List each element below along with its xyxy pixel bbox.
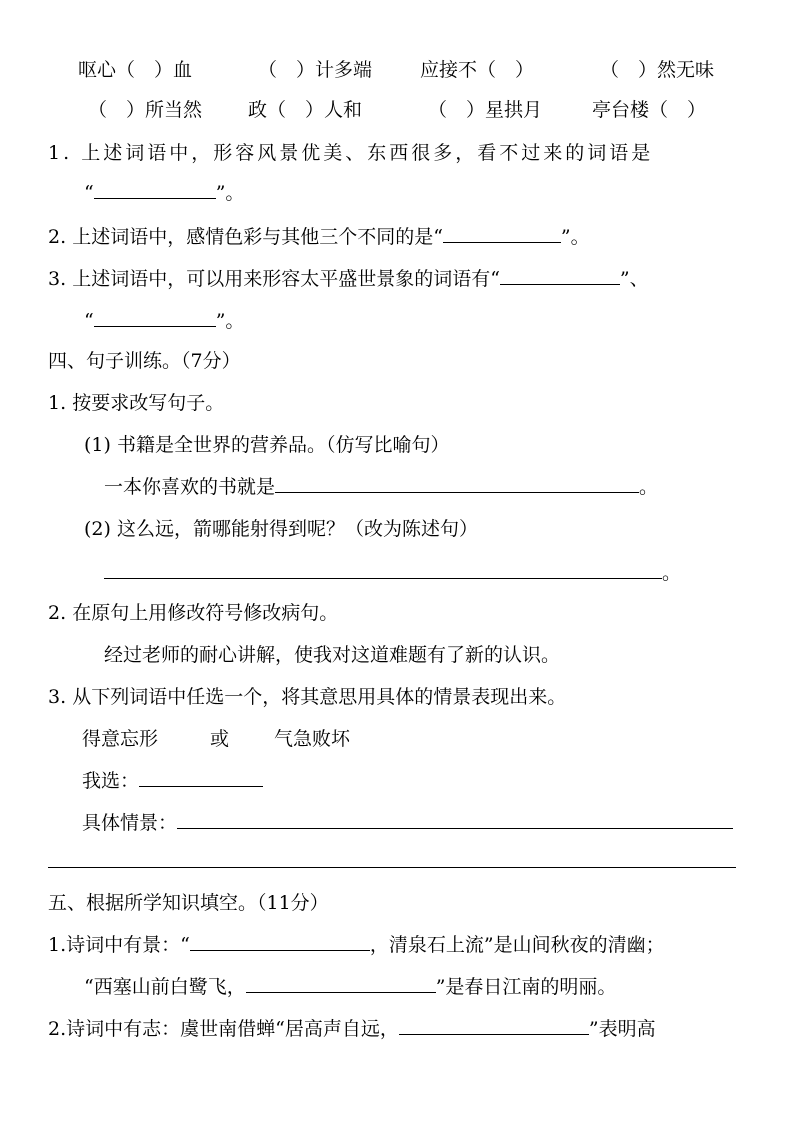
question-3-answer-line bbox=[84, 308, 244, 334]
question-1-number: 1. bbox=[48, 142, 73, 164]
s5-q1-line1-pre: 诗词中有景：“ bbox=[66, 934, 190, 956]
s4-question-2-text: 在原句上用修改符号修改病句。 bbox=[72, 602, 339, 624]
sub-1-prompt: 一本你喜欢的书就是 bbox=[104, 476, 276, 498]
answer-blank[interactable] bbox=[104, 560, 662, 579]
question-3-text: 上述词语中，可以用来形容太平盛世景象的词语有“ bbox=[72, 268, 500, 290]
s4-question-3-text: 从下列词语中任选一个，将其意思用具体的情景表现出来。 bbox=[72, 686, 567, 708]
sub-2-number: (2) bbox=[84, 518, 111, 540]
faulty-sentence[interactable]: 经过老师的耐心讲解，使我对这道难题有了新的认识。 bbox=[104, 644, 561, 666]
idiom-7: （ ）星拱月 bbox=[428, 99, 543, 121]
question-2 bbox=[48, 224, 590, 250]
idiom-8: 亭台楼（ ） bbox=[592, 99, 707, 121]
question-2-number: 2. bbox=[48, 226, 67, 248]
s5-q1-line2-post: ”是春日江南的明丽。 bbox=[435, 976, 617, 998]
scene-line bbox=[82, 810, 733, 836]
choice-blank[interactable] bbox=[139, 768, 263, 787]
answer-blank[interactable] bbox=[94, 180, 216, 199]
s4-q1-sub-1 bbox=[84, 432, 449, 458]
scene-label: 具体情景： bbox=[82, 812, 178, 834]
s4-question-2-number: 2. bbox=[48, 602, 67, 624]
close-quote: ”。 bbox=[560, 226, 590, 248]
s5-question-2 bbox=[48, 1016, 656, 1042]
word-option-2: 气急败坏 bbox=[274, 728, 351, 750]
s4-question-3-number: 3. bbox=[48, 686, 67, 708]
s4-question-1 bbox=[48, 390, 224, 416]
question-3 bbox=[48, 266, 649, 292]
s4-q1-sub-2 bbox=[84, 516, 478, 542]
section-4-title: 四、句子训练。（7分） bbox=[48, 350, 241, 372]
answer-blank[interactable] bbox=[275, 474, 639, 493]
separator: ”、 bbox=[619, 268, 649, 290]
question-1-text: 上述词语中，形容风景优美、东西很多，看不过来的词语是 bbox=[81, 142, 654, 164]
s4-question-1-text: 按要求改写句子。 bbox=[72, 392, 225, 414]
word-option-1: 得意忘形 bbox=[82, 728, 159, 750]
scene-blank-line-2[interactable] bbox=[48, 867, 736, 868]
sub-1-number: (1) bbox=[84, 434, 111, 456]
open-quote: “ bbox=[84, 310, 94, 332]
s5-question-1 bbox=[48, 932, 665, 958]
idiom-4: （ ）然无味 bbox=[600, 59, 715, 81]
answer-blank[interactable] bbox=[500, 266, 620, 285]
question-1-answer-line bbox=[84, 180, 244, 206]
s5-question-1-line-2 bbox=[84, 974, 616, 1000]
answer-blank[interactable] bbox=[443, 224, 561, 243]
s4-q1-sub-2-answer bbox=[104, 560, 681, 586]
s4-question-1-number: 1. bbox=[48, 392, 67, 414]
s5-q1-line2-pre: “西塞山前白鹭飞， bbox=[84, 976, 246, 998]
idiom-2: （ ）计多端 bbox=[258, 59, 373, 81]
section-5-title: 五、根据所学知识填空。（11分） bbox=[48, 892, 329, 914]
answer-blank[interactable] bbox=[399, 1016, 589, 1035]
open-quote: “ bbox=[84, 182, 94, 204]
answer-blank[interactable] bbox=[246, 974, 436, 993]
period: 。 bbox=[639, 476, 659, 498]
close-quote: ”。 bbox=[215, 182, 245, 204]
sub-1-text: 书籍是全世界的营养品。（仿写比喻句） bbox=[116, 434, 450, 456]
close-quote: ”。 bbox=[215, 310, 245, 332]
answer-blank[interactable] bbox=[94, 308, 216, 327]
idiom-3: 应接不（ ） bbox=[420, 59, 535, 81]
idiom-5: （ ）所当然 bbox=[88, 99, 203, 121]
s5-q2-post: ”表明高 bbox=[588, 1018, 656, 1040]
idiom-1: 呕心（ ）血 bbox=[78, 59, 193, 81]
question-1 bbox=[48, 140, 653, 166]
or-label: 或 bbox=[210, 728, 230, 750]
answer-blank[interactable] bbox=[190, 932, 370, 951]
s4-q1-sub-1-answer bbox=[104, 474, 658, 500]
sub-2-text: 这么远，箭哪能射得到呢？（改为陈述句） bbox=[116, 518, 478, 540]
s5-q1-line1-post: ，清泉石上流”是山间秋夜的清幽； bbox=[369, 934, 665, 956]
scene-blank[interactable] bbox=[177, 810, 733, 829]
period: 。 bbox=[662, 562, 682, 584]
s4-question-3 bbox=[48, 684, 566, 710]
question-3-number: 3. bbox=[48, 268, 67, 290]
s5-question-2-number: 2. bbox=[48, 1018, 67, 1040]
s5-q2-pre: 诗词中有志：虞世南借蝉“居高声自远， bbox=[66, 1018, 399, 1040]
choice-line bbox=[82, 768, 263, 794]
s5-question-1-number: 1. bbox=[48, 934, 67, 956]
question-2-text: 上述词语中，感情色彩与其他三个不同的是“ bbox=[72, 226, 443, 248]
idiom-6: 政（ ）人和 bbox=[248, 99, 363, 121]
choose-label: 我选： bbox=[82, 770, 140, 792]
s4-question-2 bbox=[48, 600, 338, 626]
